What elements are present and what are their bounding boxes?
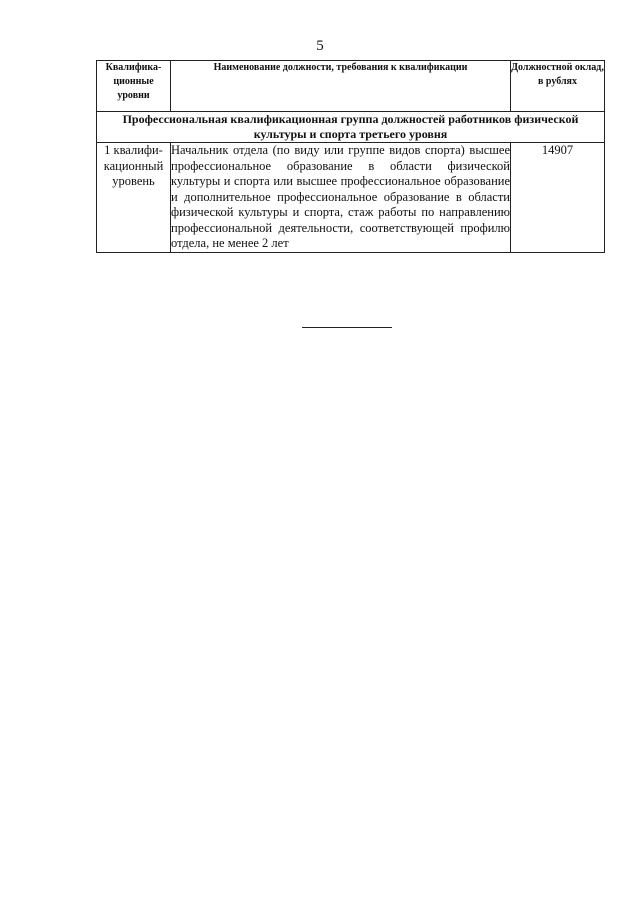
header-position: Наименование должности, требования к квалификации bbox=[171, 61, 511, 112]
table-header-row bbox=[97, 61, 605, 112]
row-salary: 14907 bbox=[511, 143, 605, 253]
table-row bbox=[97, 143, 605, 253]
group-row bbox=[97, 112, 605, 143]
row-level: 1 квалифи-кационный уровень bbox=[97, 143, 171, 253]
end-divider bbox=[302, 327, 392, 328]
group-title: Профессиональная квалификационная группа должностей работников физической культуры и спорта третьего уровня bbox=[97, 112, 605, 143]
header-level: Квалифика-ционные уровни bbox=[97, 61, 171, 112]
qualification-table bbox=[96, 60, 605, 253]
header-salary: Должностной оклад, в рублях bbox=[511, 61, 605, 112]
row-description: Начальник отдела (по виду или группе видов спорта) высшее профессиональное образование в области физической культуры и спорта или высшее профессиональное образование и дополнительное профессиональное образование в области физической культуры и спорта, стаж работы по направлению профессиональной деятельности, соответствующей профилю отдела, не менее 2 лет bbox=[171, 143, 510, 250]
page-number: 5 bbox=[316, 38, 324, 54]
